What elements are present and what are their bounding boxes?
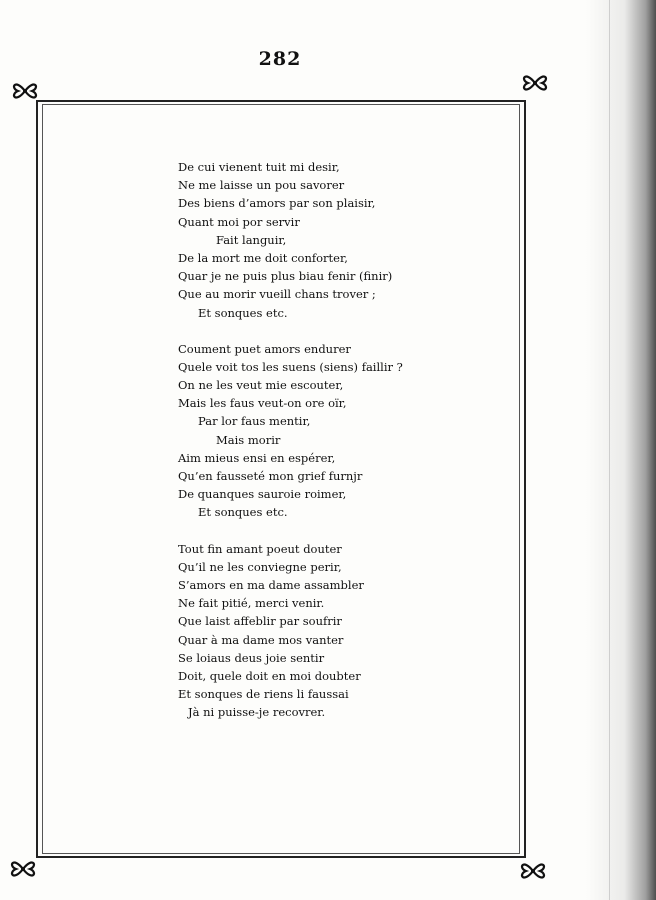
poem-line: Qu’il ne les conviegne perir, [178, 559, 342, 574]
poem-line: Quele voit tos les suens (siens) faillir ? [178, 359, 403, 374]
corner-ornament-icon [520, 68, 550, 98]
poem-line: De la mort me doit conforter, [178, 250, 348, 265]
poem-line: Que au morir vueill chans trover ; [178, 287, 376, 302]
poem-line: Par lor faus mentir, [198, 414, 311, 429]
poem-line: Tout fin amant poeut douter [178, 541, 342, 556]
poem-line: Aim mieus ensi en espérer, [178, 450, 336, 465]
corner-ornament-icon [518, 856, 548, 886]
poem-line: On ne les veut mie escouter, [178, 378, 344, 393]
poem-line: Fait languir, [216, 232, 287, 247]
corner-ornament-icon [10, 76, 40, 106]
poem-line: Doit, quele doit en moi doubter [178, 668, 361, 683]
poem-stanza [178, 158, 478, 322]
poem-line: Que laist affeblir par soufrir [178, 614, 342, 629]
poem-line: Quar à ma dame mos vanter [178, 632, 344, 647]
poem-line: Quar je ne puis plus biau fenir (finir) [178, 269, 393, 284]
poem-line: Et sonques etc. [198, 305, 288, 320]
poem-line: Et sonques de riens li faussai [178, 687, 349, 702]
poem-line: De quanques sauroie roimer, [178, 487, 347, 502]
poem-line: Et sonques etc. [198, 505, 288, 520]
poem-line: Qu’en fausseté mon grief furnjr [178, 469, 363, 483]
corner-ornament-icon [8, 854, 38, 884]
poem-line: De cui vienent tuit mi desir, [178, 160, 340, 174]
poem-stanza [178, 340, 478, 522]
poem-stanza [178, 540, 478, 722]
poem-text [178, 158, 478, 721]
page-edge-shadow [586, 0, 656, 900]
poem-line: Ne fait pitié, merci venir. [178, 596, 325, 611]
poem-line: Jà ni puisse-je recovrer. [188, 705, 326, 720]
poem-line: Quant moi por servir [178, 214, 300, 229]
poem-line: S’amors en ma dame assambler [178, 577, 364, 592]
poem-line: Mais morir [216, 432, 281, 447]
poem-line: Se loiaus deus joie sentir [178, 650, 325, 665]
poem-line: Coument puet amors endurer [178, 341, 351, 356]
poem-line: Mais les faus veut-on ore oïr, [178, 396, 347, 411]
page-number: 282 [258, 48, 302, 70]
poem-line: Ne me laisse un pou savorer [178, 178, 345, 193]
poem-line: Des biens d’amors par son plaisir, [178, 196, 376, 211]
